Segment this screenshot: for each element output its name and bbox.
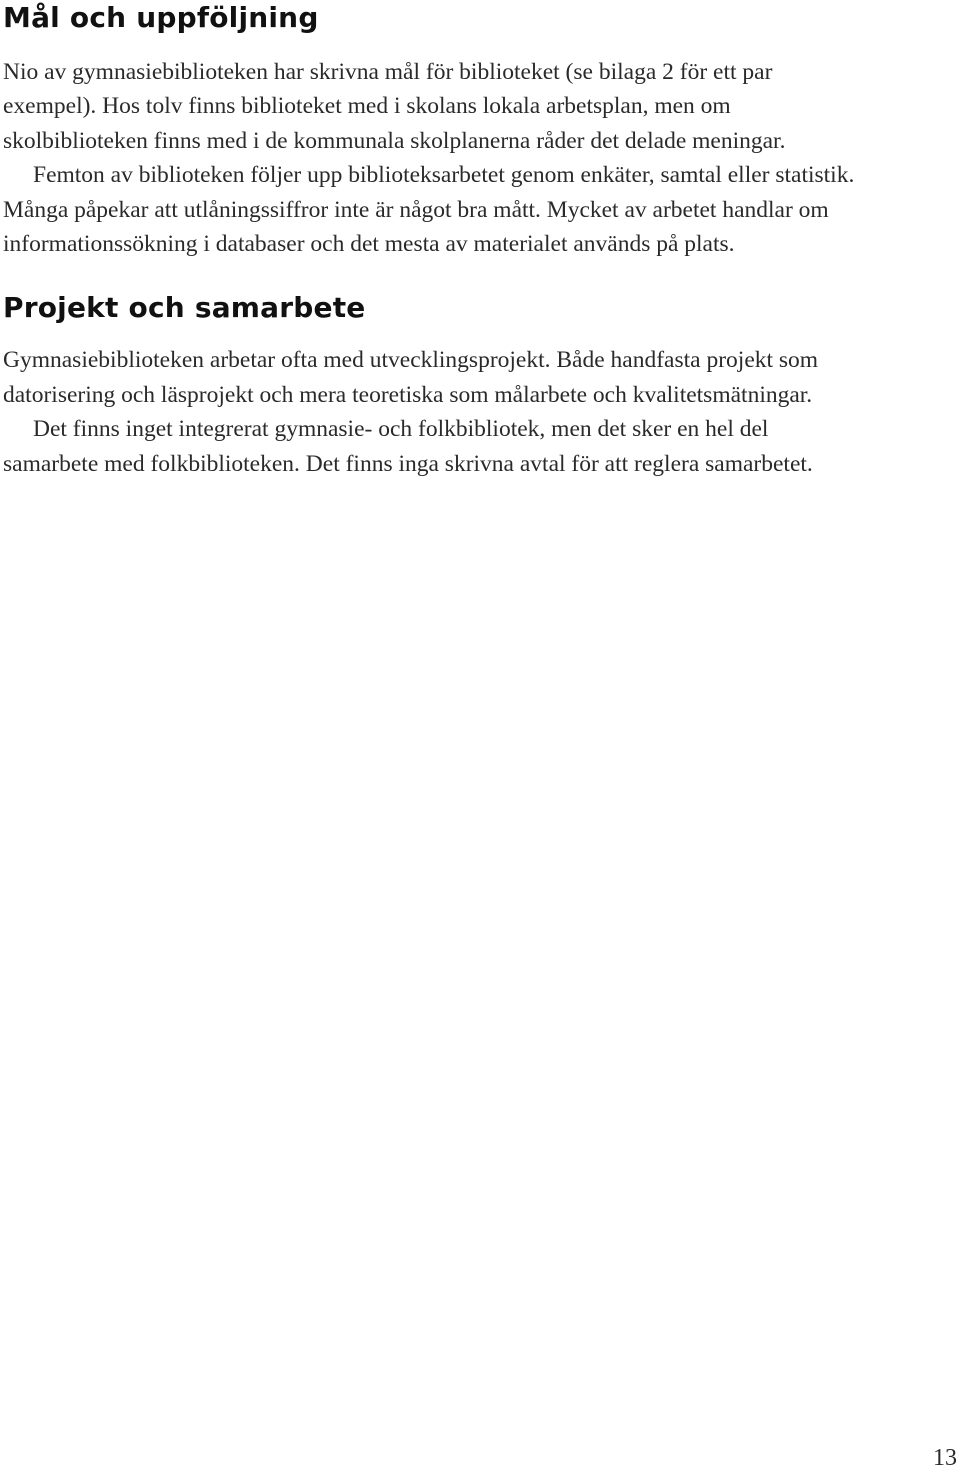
- paragraph: Det finns inget integrerat gymnasie- och folkbibliotek, men det sker en hel del samarbete med folkbiblioteken. Det finns inga skrivna avtal för att reglera samarbetet.: [3, 416, 813, 477]
- page-content: [3, 0, 863, 481]
- paragraph: Nio av gymnasiebiblioteken har skrivna mål för biblioteket (se bilaga 2 för ett par exempel). Hos tolv finns biblioteket med i skolans lokala arbetsplan, men om skolbiblioteken finns med i de kommunala skolplanerna råder det delade meningar.: [3, 59, 786, 154]
- paragraph: Gymnasiebiblioteken arbetar ofta med utvecklingsprojekt. Både handfasta projekt som datorisering och läsprojekt och mera teoretiska som målarbete och kvalitetsmätningar.: [3, 347, 819, 408]
- page-number: 13: [933, 1445, 957, 1471]
- paragraph: Femton av biblioteken följer upp biblioteksarbetet genom enkäter, samtal eller statistik. Många påpekar att utlåningssiffror inte är något bra mått. Mycket av arbetet handlar om informationssökning i databaser och det mesta av materialet används på plats.: [3, 162, 855, 258]
- section-heading-projekt-och-samarbete: Projekt och samarbete: [3, 291, 366, 325]
- section-heading-mal-och-uppfoljning: Mål och uppföljning: [3, 1, 319, 34]
